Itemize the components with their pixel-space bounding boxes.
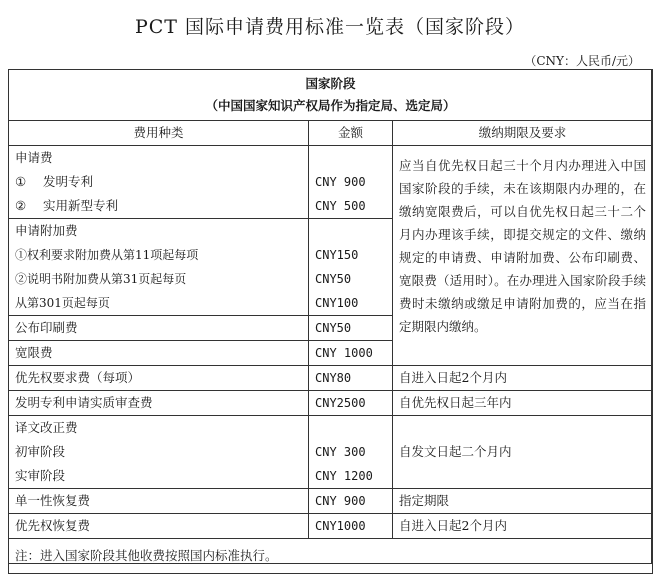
substantive-exam-amount: CNY2500 — [309, 391, 393, 416]
amount-value: CNY150 — [315, 248, 359, 262]
table-note: 注：进入国家阶段其他收费按照国内标准执行。 — [9, 539, 653, 574]
description-fee-item: ②说明书附加费从第31页起每页 — [15, 272, 187, 286]
additional-fee-cell — [9, 219, 309, 316]
column-header-amount: 金额 — [309, 121, 393, 146]
additional-fee-amount-cell — [309, 219, 393, 316]
stage-subtitle: （中国国家知识产权局作为指定局、选定局） — [205, 98, 456, 113]
translation-fee-amount-cell — [309, 416, 393, 489]
additional-fee-label: 申请附加费 — [15, 223, 78, 238]
table-header-row — [9, 70, 653, 121]
item-marker: ② — [15, 198, 27, 213]
priority-restore-label: 优先权恢复费 — [9, 514, 309, 539]
claims-fee-item: ①权利要求附加费从第11项起每项 — [15, 248, 199, 262]
publication-fee-label: 公布印刷费 — [9, 316, 309, 341]
unity-restore-amount: CNY 900 — [309, 489, 393, 514]
priority-claim-label: 优先权要求费（每项） — [9, 366, 309, 391]
shared-deadline-cell: 应当自优先权日起三十个月内办理进入中国国家阶段的手续，未在该期限内办理的，在缴纳宽限费后，可以自优先权日起三十二个月内办理该手续，即提交规定的文件、缴纳规定的申请费、申请附加费、公布印刷费、宽限费（适用时）。在办理进入国家阶段手续费时未缴纳或缴足申请附加费的，应当在指定期限内缴纳。 — [393, 146, 653, 366]
priority-claim-amount: CNY80 — [309, 366, 393, 391]
priority-restore-amount: CNY1000 — [309, 514, 393, 539]
amount-value: CNY 1200 — [315, 469, 373, 483]
table-row — [9, 514, 653, 539]
application-fee-cell — [9, 146, 309, 219]
amount-value: CNY50 — [315, 272, 352, 286]
currency-unit-label: （CNY：人民币/元） — [524, 54, 640, 68]
grace-fee-amount: CNY 1000 — [309, 341, 393, 366]
unity-restore-deadline: 指定期限 — [393, 489, 653, 514]
column-header-fee-type: 费用种类 — [9, 121, 309, 146]
translation-fee-label: 译文改正费 — [15, 420, 78, 435]
utility-model-item — [15, 194, 302, 218]
grace-fee-label: 宽限费 — [9, 341, 309, 366]
note-row — [9, 539, 653, 574]
stage-header — [9, 70, 653, 121]
column-header-row — [9, 121, 653, 146]
table-row — [9, 146, 653, 219]
item-marker: ① — [15, 174, 27, 189]
publication-fee-amount: CNY50 — [309, 316, 393, 341]
translation-fee-deadline: 自发文日起二个月内 — [393, 416, 653, 489]
invention-patent-item — [15, 170, 302, 194]
table-row — [9, 366, 653, 391]
amount-value: CNY100 — [315, 296, 359, 310]
item-name: 发明专利 — [43, 174, 94, 189]
substantive-exam-deadline: 自优先权日起三年内 — [393, 391, 653, 416]
priority-restore-deadline: 自进入日起2个月内 — [393, 514, 653, 539]
page-title: PCT 国际申请费用标准一览表（国家阶段） — [134, 16, 526, 38]
description-fee-item-301: 从第301页起每页 — [15, 296, 110, 310]
translation-fee-cell — [9, 416, 309, 489]
substantive-exam-item: 实审阶段 — [15, 468, 66, 483]
amount-value: CNY 500 — [315, 199, 366, 213]
column-header-deadline: 缴纳期限及要求 — [393, 121, 653, 146]
fee-table — [8, 69, 653, 574]
application-fee-label: 申请费 — [15, 150, 53, 165]
substantive-exam-label: 发明专利申请实质审查费 — [9, 391, 309, 416]
table-row — [9, 391, 653, 416]
preliminary-exam-item: 初审阶段 — [15, 444, 66, 459]
priority-claim-deadline: 自进入日起2个月内 — [393, 366, 653, 391]
item-name: 实用新型专利 — [43, 198, 119, 213]
table-row — [9, 416, 653, 489]
amount-value: CNY 900 — [315, 175, 366, 189]
amount-value: CNY 300 — [315, 445, 366, 459]
unity-restore-label: 单一性恢复费 — [9, 489, 309, 514]
application-fee-amount-cell — [309, 146, 393, 219]
stage-title: 国家阶段 — [305, 76, 356, 91]
table-row — [9, 489, 653, 514]
